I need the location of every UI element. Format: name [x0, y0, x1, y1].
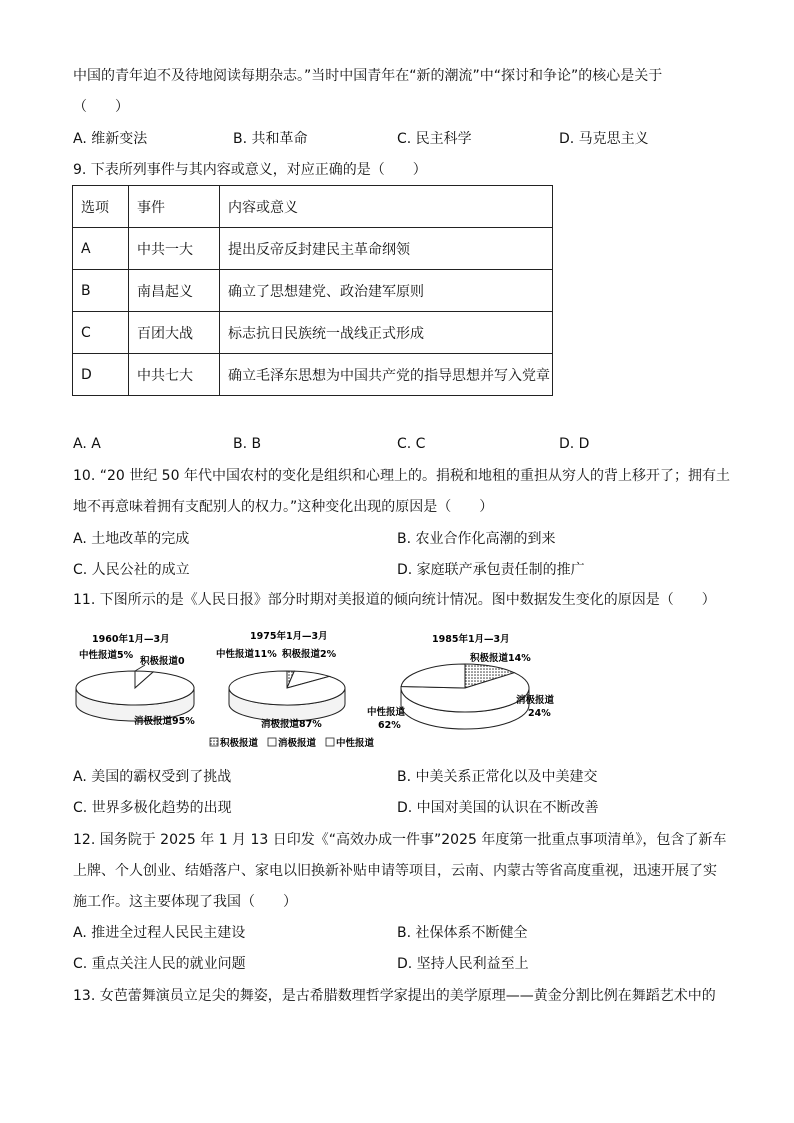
pie-slice-negative — [76, 671, 194, 705]
pie-chart-1960 — [76, 633, 195, 727]
table-cell: 中共一大 — [129, 228, 220, 270]
data-label-neutral-value: 62% — [378, 720, 401, 731]
table-row — [73, 354, 553, 396]
table-cell: D — [73, 354, 129, 396]
table-cell: 确立了思想建党、政治建军原则 — [220, 270, 553, 312]
data-label-neutral: 中性报道 — [367, 707, 406, 718]
q8-option-c: C. 民主科学 — [397, 131, 472, 147]
q9-option-c: C. C — [397, 436, 426, 452]
q8-option-d: D. 马克思主义 — [559, 131, 649, 147]
q12-stem-line: 上牌、个人创业、结婚落户、家电以旧换新补贴申请等项目，云南、内蒙古等省高度重视，迅速开展了实 — [73, 863, 717, 879]
q10-stem-line: 10. “20 世纪 50 年代中国农村的变化是组织和心理上的。捐税和地租的重担从穷人的背上移开了；拥有土 — [73, 468, 730, 484]
data-label-positive: 积极报道2% — [282, 649, 337, 660]
q8-option-b: B. 共和革命 — [233, 131, 308, 147]
q11-option-b: B. 中美关系正常化以及中美建交 — [397, 769, 598, 785]
q10-option-d: D. 家庭联产承包责任制的推广 — [397, 562, 585, 578]
legend-swatch-neutral — [326, 738, 334, 746]
legend-label-positive: 积极报道 — [220, 738, 259, 749]
pie-chart-1975 — [216, 630, 345, 730]
pie-chart-1985 — [367, 633, 555, 731]
table-cell: 中共七大 — [129, 354, 220, 396]
q9-table — [72, 185, 553, 396]
data-label-negative: 消极报道87% — [261, 719, 322, 730]
q13-stem-line: 13. 女芭蕾舞演员立足尖的舞姿，是古希腊数理哲学家提出的美学原理——黄金分割比例在舞蹈艺术中的 — [73, 988, 716, 1004]
pie-title: 1985年1月—3月 — [432, 634, 510, 645]
data-label-negative: 消极报道95% — [134, 716, 195, 727]
q8-option-a: A. 维新变法 — [73, 131, 148, 147]
table-cell: 提出反帝反封建民主革命纲领 — [220, 228, 553, 270]
pie-charts-figure — [0, 620, 794, 765]
pie-slice-negative — [401, 664, 465, 688]
q10-option-c: C. 人民公社的成立 — [73, 562, 190, 578]
table-header-cell: 内容或意义 — [220, 186, 553, 228]
data-label-neutral: 中性报道11% — [216, 649, 277, 660]
data-label-negative: 消极报道 — [516, 695, 555, 706]
q9-stem: 9. 下表所列事件与其内容或意义，对应正确的是（ ） — [73, 162, 427, 178]
q8-stem-line: 中国的青年迫不及待地阅读每期杂志。”当时中国青年在“新的潮流”中“探讨和争论”的核心是关于 — [73, 68, 663, 84]
table-header-cell: 事件 — [129, 186, 220, 228]
table-row — [73, 312, 553, 354]
legend-swatch-negative — [268, 738, 276, 746]
q12-stem-line: 施工作。这主要体现了我国（ ） — [73, 894, 297, 910]
q12-stem-line: 12. 国务院于 2025 年 1 月 13 日印发《“高效办成一件事”2025 年度第一批重点事项清单》，包含了新车 — [73, 832, 727, 848]
q11-option-d: D. 中国对美国的认识在不断改善 — [397, 800, 599, 816]
q11-option-c: C. 世界多极化趋势的出现 — [73, 800, 232, 816]
q12-option-a: A. 推进全过程人民民主建设 — [73, 925, 246, 941]
q12-option-d: D. 坚持人民利益至上 — [397, 956, 529, 972]
q10-option-a: A. 土地改革的完成 — [73, 531, 190, 547]
table-cell: 标志抗日民族统一战线正式形成 — [220, 312, 553, 354]
table-cell: 百团大战 — [129, 312, 220, 354]
pie-title: 1975年1月—3月 — [250, 631, 328, 642]
table-cell: A — [73, 228, 129, 270]
pie-title: 1960年1月—3月 — [92, 634, 170, 645]
table-header-row — [73, 186, 553, 228]
q10-stem-line: 地不再意味着拥有支配别人的权力。”这种变化出现的原因是（ ） — [73, 499, 494, 515]
table-cell: C — [73, 312, 129, 354]
table-header-cell: 选项 — [73, 186, 129, 228]
data-label-neutral: 中性报道5% — [79, 650, 134, 661]
legend-swatch-positive — [210, 738, 218, 746]
data-label-positive: 积极报道14% — [470, 653, 531, 664]
q9-option-d: D. D — [559, 436, 590, 452]
chart-legend — [210, 737, 375, 749]
q8-blank: （ ） — [73, 99, 129, 115]
table-cell: 确立毛泽东思想为中国共产党的指导思想并写入党章 — [220, 354, 553, 396]
q11-stem: 11. 下图所示的是《人民日报》部分时期对美报道的倾向统计情况。图中数据发生变化的原因是（ ） — [73, 592, 716, 608]
q10-option-b: B. 农业合作化高潮的到来 — [397, 531, 556, 547]
q9-option-b: B. B — [233, 436, 262, 452]
data-label-positive: 积极报道0 — [140, 656, 185, 667]
table-row — [73, 270, 553, 312]
legend-label-negative: 消极报道 — [278, 738, 317, 749]
legend-label-neutral: 中性报道 — [336, 738, 375, 749]
q9-option-a: A. A — [73, 436, 101, 452]
q11-option-a: A. 美国的霸权受到了挑战 — [73, 769, 232, 785]
table-cell: B — [73, 270, 129, 312]
q12-option-b: B. 社保体系不断健全 — [397, 925, 528, 941]
data-label-negative-value: 24% — [528, 708, 551, 719]
q12-option-c: C. 重点关注人民的就业问题 — [73, 956, 246, 972]
table-row — [73, 228, 553, 270]
table-cell: 南昌起义 — [129, 270, 220, 312]
